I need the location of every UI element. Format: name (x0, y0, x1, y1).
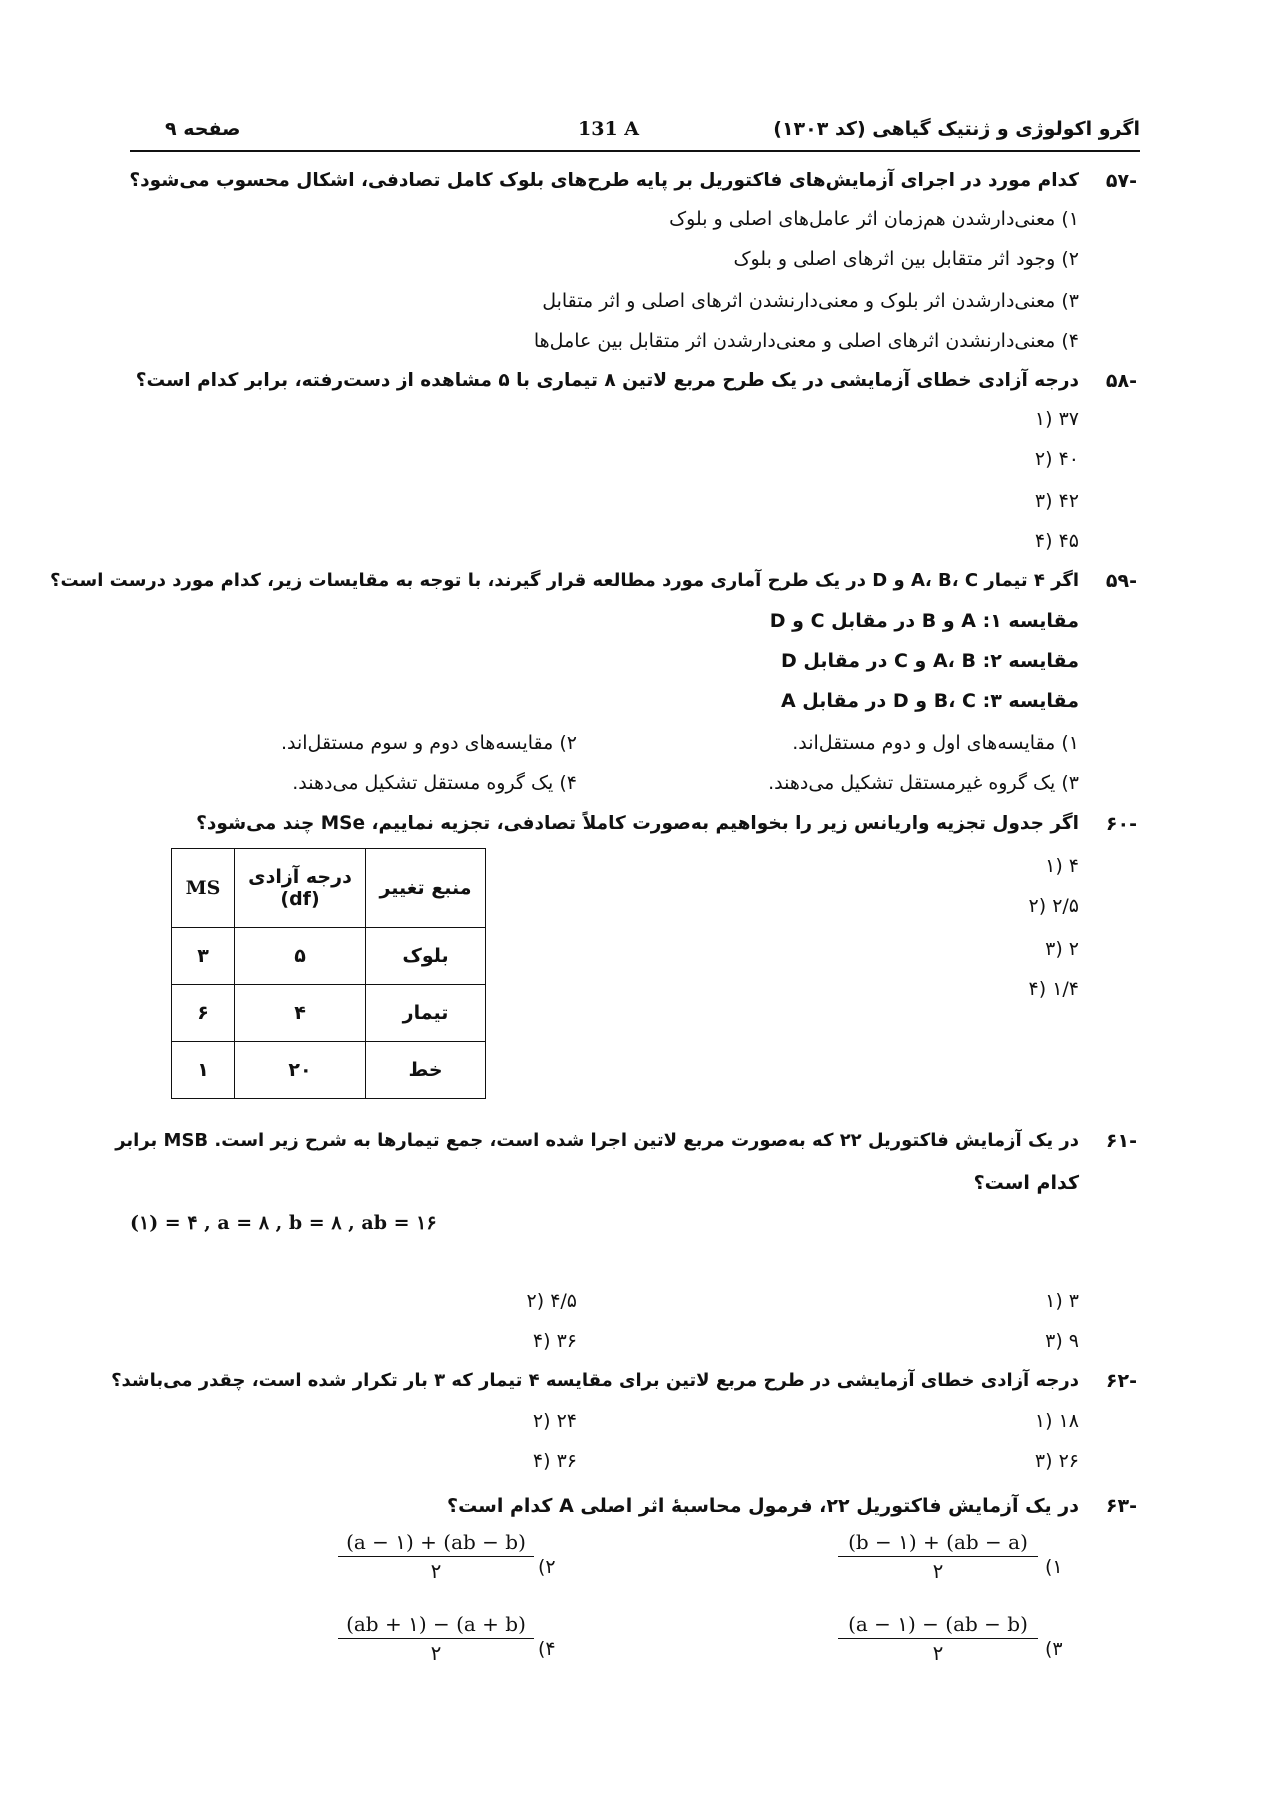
question-number: ۶۳- (1105, 1495, 1137, 1517)
q63-option-4-formula[interactable] (338, 1612, 534, 1665)
fraction-numerator: (a − ۱) + (ab − b) (338, 1530, 534, 1557)
q63-option-2-label[interactable]: (۲ (538, 1556, 556, 1578)
q63-option-3-label[interactable]: (۳ (1045, 1638, 1063, 1660)
fraction-denominator: ۲ (430, 1641, 442, 1665)
q58-option-4[interactable]: ۴) ۴۵ (1034, 530, 1079, 552)
table-cell: تیمار (366, 985, 486, 1042)
q59-option-2[interactable]: ۲) مقایسه‌های دوم و سوم مستقل‌اند. (280, 732, 577, 754)
q62-option-1[interactable]: ۱) ۱۸ (1034, 1410, 1079, 1432)
table-cell: خط (366, 1042, 486, 1099)
table-header-row (172, 849, 486, 928)
question-number: ۵۷- (1105, 170, 1137, 192)
table-cell: ۶ (172, 985, 235, 1042)
q63-option-4-label[interactable]: (۴ (538, 1638, 556, 1660)
q60-option-2[interactable]: ۲) ۲/۵ (1028, 895, 1079, 917)
table-cell: ۵ (235, 928, 366, 985)
q59-option-1[interactable]: ۱) مقایسه‌های اول و دوم مستقل‌اند. (792, 732, 1079, 754)
q63-option-2-formula[interactable] (338, 1530, 534, 1583)
q61-option-4[interactable]: ۴) ۳۶ (532, 1330, 577, 1352)
q59-comparison-2: مقایسه ۲: A، B و C در مقابل D (780, 650, 1079, 672)
q60-option-1[interactable]: ۱) ۴ (1045, 855, 1079, 877)
table-header-cell: MS (172, 849, 235, 928)
q62-option-2[interactable]: ۲) ۲۴ (532, 1410, 577, 1432)
fraction-denominator: ۲ (932, 1641, 944, 1665)
question-60-text: اگر جدول تجزیه واریانس زیر را بخواهیم به‌صورت کاملاً تصادفی، تجزیه نماییم، MSe چند می‌شود؟ (196, 813, 1079, 834)
question-number: ۶۲- (1105, 1370, 1137, 1392)
q59-comparison-3: مقایسه ۳: B، C و D در مقابل A (780, 690, 1079, 712)
q61-option-3[interactable]: ۳) ۹ (1045, 1330, 1079, 1352)
question-61-text-continued: کدام است؟ (973, 1172, 1079, 1194)
question-number: ۵۹- (1105, 570, 1137, 592)
q57-option-3[interactable]: ۳) معنی‌دارشدن اثر بلوک و معنی‌دارنشدن اثرهای اصلی و اثر متقابل (542, 290, 1079, 312)
fraction-denominator: ۲ (430, 1559, 442, 1583)
q58-option-1[interactable]: ۱) ۳۷ (1034, 408, 1079, 430)
header-exam-title: اگرو اکولوژی و ژنتیک گیاهی (کد ۱۳۰۳) (773, 118, 1140, 140)
anova-table (171, 848, 486, 1099)
table-cell: ۱ (172, 1042, 235, 1099)
header-page-number: صفحه ۹ (165, 118, 241, 140)
question-number: ۶۰- (1105, 813, 1137, 835)
table-row (172, 1042, 486, 1099)
question-59-text: اگر ۴ تیمار A، B، C و D در یک طرح آماری مورد مطالعه قرار گیرند، با توجه به مقایسات زیر، کدام مورد درست است؟ (50, 570, 1079, 591)
fraction-numerator: (b − ۱) + (ab − a) (838, 1530, 1038, 1557)
q63-option-1-formula[interactable] (838, 1530, 1038, 1583)
question-number: ۵۸- (1105, 370, 1137, 392)
question-62-text: درجه آزادی خطای آزمایشی در طرح مربع لاتین برای مقایسه ۴ تیمار که ۳ بار تکرار شده است، چقدر می‌باشد؟ (111, 1370, 1079, 1391)
q57-option-2[interactable]: ۲) وجود اثر متقابل بین اثرهای اصلی و بلوک (733, 248, 1079, 270)
table-cell: ۳ (172, 928, 235, 985)
header-divider (130, 150, 1140, 152)
q59-comparison-1: مقایسه ۱: A و B در مقابل C و D (769, 610, 1079, 632)
q63-option-1-label[interactable]: (۱ (1045, 1556, 1063, 1578)
fraction-denominator: ۲ (932, 1559, 944, 1583)
question-63-text: در یک آزمایش فاکتوریل ۲۲، فرمول محاسبهٔ اثر اصلی A کدام است؟ (447, 1495, 1079, 1517)
q62-option-3[interactable]: ۳) ۲۶ (1034, 1450, 1079, 1472)
q61-option-1[interactable]: ۱) ۳ (1045, 1290, 1079, 1312)
question-number: ۶۱- (1105, 1130, 1137, 1152)
table-cell: ۴ (235, 985, 366, 1042)
table-header-cell: منبع تغییر (366, 849, 486, 928)
question-58-text: درجه آزادی خطای آزمایشی در یک طرح مربع لاتین ۸ تیماری با ۵ مشاهده از دست‌رفته، برابر کدام است؟ (135, 370, 1079, 391)
question-61-text: در یک آزمایش فاکتوریل ۲۲ که به‌صورت مربع لاتین اجرا شده است، جمع تیمارها به شرح زیر است. MSB برابر (115, 1130, 1079, 1151)
q60-option-3[interactable]: ۳) ۲ (1045, 938, 1079, 960)
q62-option-4[interactable]: ۴) ۳۶ (532, 1450, 577, 1472)
q59-option-4[interactable]: ۴) یک گروه مستقل تشکیل می‌دهند. (292, 772, 577, 794)
question-57-text: کدام مورد در اجرای آزمایش‌های فاکتوریل بر پایه طرح‌های بلوک کامل تصادفی، اشکال محسوب می‌شود؟ (129, 170, 1079, 191)
q59-option-3[interactable]: ۳) یک گروه غیرمستقل تشکیل می‌دهند. (768, 772, 1079, 794)
q60-option-4[interactable]: ۴) ۱/۴ (1028, 978, 1079, 1000)
q61-treatment-totals: (۱) = ۴ , a = ۸ , b = ۸ , ab = ۱۶ (130, 1212, 437, 1234)
table-cell: ۲۰ (235, 1042, 366, 1099)
table-row (172, 928, 486, 985)
q63-option-3-formula[interactable] (838, 1612, 1038, 1665)
q61-option-2[interactable]: ۲) ۴/۵ (526, 1290, 577, 1312)
table-header-cell: درجه آزادی (df) (235, 849, 366, 928)
q57-option-1[interactable]: ۱) معنی‌دارشدن هم‌زمان اثر عامل‌های اصلی و بلوک (669, 208, 1079, 230)
q58-option-3[interactable]: ۳) ۴۲ (1034, 490, 1079, 512)
header-booklet-code: 131 A (578, 118, 640, 140)
fraction-numerator: (ab + ۱) − (a + b) (338, 1612, 534, 1639)
table-row (172, 985, 486, 1042)
fraction-numerator: (a − ۱) − (ab − b) (838, 1612, 1038, 1639)
q58-option-2[interactable]: ۲) ۴۰ (1034, 448, 1079, 470)
table-cell: بلوک (366, 928, 486, 985)
q57-option-4[interactable]: ۴) معنی‌دارنشدن اثرهای اصلی و معنی‌دارشدن اثر متقابل بین عامل‌ها (533, 330, 1079, 352)
